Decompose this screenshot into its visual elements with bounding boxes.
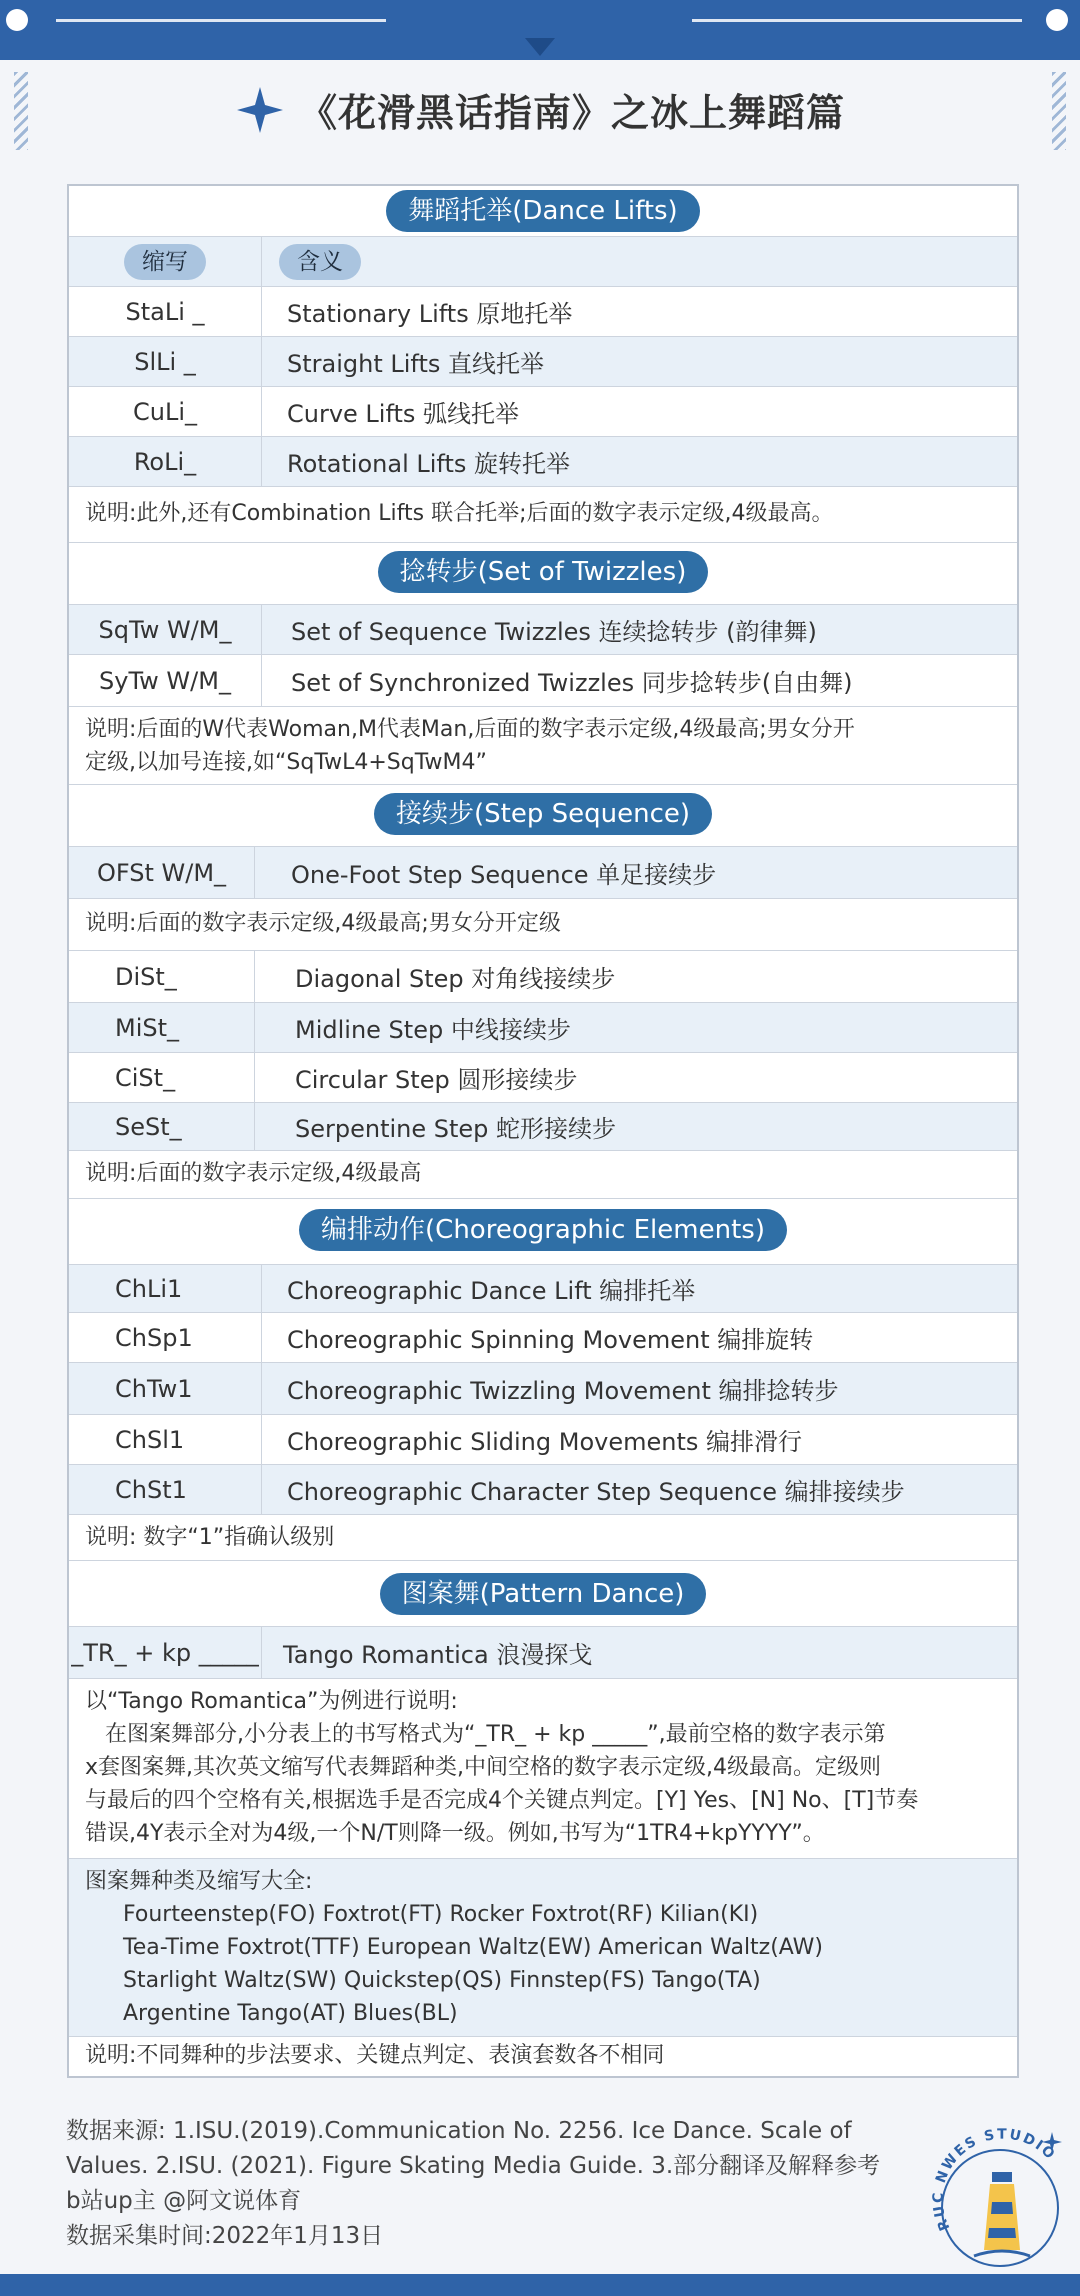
- abbr-cell: MiSt_: [69, 1003, 255, 1052]
- pattern-explain-line: 与最后的四个空格有关,根据选手是否完成4个关键点判定。[Y] Yes、[N] No、[T]节奏: [85, 1788, 919, 1813]
- pattern-types: [69, 1858, 1017, 2036]
- studio-logo: [928, 2110, 1068, 2270]
- pattern-types-line: Fourteenstep(FO) Foxtrot(FT) Rocker Foxtrot(RF) Kilian(KI): [123, 1902, 759, 1927]
- abbr-cell: SqTw W/M_: [69, 605, 262, 654]
- table-row: [69, 604, 1017, 654]
- meaning-cell: Set of Sequence Twizzles 连续捻转步 (韵律舞): [291, 618, 817, 646]
- table-row: [69, 286, 1017, 336]
- footer-line: 数据来源: 1.ISU.(2019).Communication No. 2256. Ice Dance. Scale of: [66, 2118, 852, 2144]
- guide-panel: [67, 184, 1019, 2078]
- meaning-cell: Rotational Lifts 旋转托举: [287, 450, 570, 478]
- pattern-note: 说明:不同舞种的步法要求、关键点判定、表演套数各不相同: [69, 2036, 1017, 2076]
- pattern-explain-line: 以“Tango Romantica”为例进行说明:: [85, 1689, 458, 1714]
- choreo-heading: 编排动作(Choreographic Elements): [299, 1209, 787, 1251]
- footer-date: 数据采集时间:2022年1月13日: [66, 2223, 384, 2249]
- table-row: [69, 1464, 1017, 1514]
- steps-note-2: 说明:后面的数字表示定级,4级最高: [69, 1150, 1017, 1198]
- abbr-cell: SeSt_: [69, 1103, 255, 1150]
- table-row: [69, 654, 1017, 706]
- section-heading-choreo: [69, 1209, 1017, 1251]
- abbr-cell: RoLi_: [69, 437, 262, 486]
- bottom-banner: [0, 2274, 1080, 2296]
- twizzles-note-line2: 定级,以加号连接,如“SqTwL4+SqTwM4”: [85, 750, 487, 775]
- column-header-meaning: 含义: [279, 244, 361, 280]
- twizzles-note-line1: 说明:后面的W代表Woman,M代表Man,后面的数字表示定级,4级最高;男女分开: [85, 717, 855, 742]
- top-banner: [0, 0, 1080, 60]
- meaning-cell: Midline Step 中线接续步: [295, 1016, 571, 1044]
- table-row: [69, 1264, 1017, 1312]
- pattern-heading-row: [69, 1560, 1017, 1626]
- abbr-cell: StaLi _: [69, 287, 262, 336]
- abbr-cell: CiSt_: [69, 1053, 255, 1102]
- abbr-cell: ChSt1: [69, 1465, 262, 1514]
- lifts-note: 说明:此外,还有Combination Lifts 联合托举;后面的数字表示定级,4级最高。: [69, 486, 1017, 542]
- meaning-cell: Choreographic Twizzling Movement 编排捻转步: [287, 1377, 839, 1405]
- abbr-cell: _TR_ + kp _____: [69, 1627, 262, 1678]
- section-heading-pattern: [69, 1573, 1017, 1615]
- meaning-cell: Set of Synchronized Twizzles 同步捻转步(自由舞): [291, 669, 853, 697]
- pattern-types-line: Argentine Tango(AT) Blues(BL): [123, 2001, 458, 2026]
- meaning-cell: Diagonal Step 对角线接续步: [295, 965, 616, 993]
- meaning-cell: Straight Lifts 直线托举: [287, 350, 544, 378]
- table-row: [69, 1102, 1017, 1150]
- section-heading-lifts: [69, 190, 1017, 232]
- meaning-cell: Tango Romantica 浪漫探戈: [283, 1641, 593, 1669]
- table-row: [69, 1626, 1017, 1678]
- star-icon: [235, 85, 285, 135]
- meaning-cell: Choreographic Spinning Movement 编排旋转: [287, 1326, 814, 1354]
- table-row: [69, 1414, 1017, 1464]
- title-area: [0, 82, 1080, 139]
- banner-dot-right: [1046, 9, 1068, 31]
- pattern-heading: 图案舞(Pattern Dance): [380, 1573, 707, 1615]
- lifts-heading: 舞蹈托举(Dance Lifts): [386, 190, 699, 232]
- abbr-cell: DiSt_: [69, 951, 255, 1002]
- steps-note-1: 说明:后面的数字表示定级,4级最高;男女分开定级: [69, 898, 1017, 950]
- meaning-cell: Circular Step 圆形接续步: [295, 1066, 578, 1094]
- section-heading-twizzles: [69, 551, 1017, 593]
- footer-sources: [66, 2114, 926, 2254]
- twizzles-heading-row: [69, 542, 1017, 604]
- pattern-types-line: Starlight Waltz(SW) Quickstep(QS) Finnstep(FS) Tango(TA): [123, 1968, 761, 1993]
- table-row: [69, 950, 1017, 1002]
- logo-text: RUC NWES STUDIO: [930, 2126, 1059, 2233]
- pattern-explain-line: 在图案舞部分,小分表上的书写格式为“_TR_ + kp _____”,最前空格的数字表示第: [105, 1722, 886, 1747]
- meaning-cell: One-Foot Step Sequence 单足接续步: [291, 861, 717, 889]
- table-row: [69, 1052, 1017, 1102]
- choreo-note: 说明: 数字“1”指确认级别: [69, 1514, 1017, 1560]
- meaning-cell: Stationary Lifts 原地托举: [287, 300, 573, 328]
- pattern-types-line: Tea-Time Foxtrot(TTF) European Waltz(EW) American Waltz(AW): [123, 1935, 823, 1960]
- lighthouse-icon: [974, 2172, 1030, 2256]
- table-row: [69, 1002, 1017, 1052]
- table-row: [69, 336, 1017, 386]
- banner-line-left: [56, 19, 386, 22]
- header-cell-meaning: [279, 237, 361, 286]
- pattern-types-title: 图案舞种类及缩写大全:: [85, 1869, 313, 1894]
- abbr-cell: ChLi1: [69, 1265, 262, 1312]
- steps-heading-row: [69, 784, 1017, 846]
- twizzles-note: [69, 706, 1017, 784]
- table-header-row: [69, 236, 1017, 286]
- header-cell-abbr: [69, 237, 262, 286]
- abbr-cell: ChTw1: [69, 1363, 262, 1414]
- abbr-cell: OFSt W/M_: [69, 847, 255, 898]
- banner-line-right: [692, 19, 1022, 22]
- banner-dot-left: [6, 9, 28, 31]
- meaning-cell: Serpentine Step 蛇形接续步: [295, 1115, 617, 1143]
- table-row: [69, 1312, 1017, 1362]
- column-header-abbr: 缩写: [124, 244, 206, 280]
- table-row: [69, 846, 1017, 898]
- abbr-cell: SyTw W/M_: [69, 655, 262, 706]
- banner-notch: [525, 38, 555, 56]
- abbr-cell: ChSp1: [69, 1313, 262, 1362]
- pattern-explain-line: x套图案舞,其次英文缩写代表舞蹈种类,中间空格的数字表示定级,4级最高。定级则: [85, 1755, 881, 1780]
- pattern-explain-line: 错误,4Y表示全对为4级,一个N/T则降一级。例如,书写为“1TR4+kpYYYY”。: [85, 1821, 825, 1846]
- abbr-cell: ChSl1: [69, 1415, 262, 1464]
- meaning-cell: Choreographic Character Step Sequence 编排接续步: [287, 1478, 905, 1506]
- choreo-heading-row: [69, 1198, 1017, 1264]
- meaning-cell: Choreographic Sliding Movements 编排滑行: [287, 1428, 802, 1456]
- table-row: [69, 386, 1017, 436]
- page-title-row: [235, 82, 845, 137]
- footer-line: b站up主 @阿文说体育: [66, 2188, 302, 2214]
- steps-heading: 接续步(Step Sequence): [374, 793, 712, 835]
- twizzles-heading: 捻转步(Set of Twizzles): [378, 551, 709, 593]
- meaning-cell: Curve Lifts 弧线托举: [287, 400, 520, 428]
- table-row: [69, 1362, 1017, 1414]
- footer-line: Values. 2.ISU. (2021). Figure Skating Media Guide. 3.部分翻译及解释参考: [66, 2153, 881, 2179]
- abbr-cell: SlLi _: [69, 337, 262, 386]
- meaning-cell: Choreographic Dance Lift 编排托举: [287, 1277, 696, 1305]
- table-row: [69, 436, 1017, 486]
- section-heading-steps: [69, 793, 1017, 835]
- page-title: 《花滑黑话指南》之冰上舞蹈篇: [298, 91, 845, 135]
- pattern-explanation: [69, 1678, 1017, 1858]
- abbr-cell: CuLi_: [69, 387, 262, 436]
